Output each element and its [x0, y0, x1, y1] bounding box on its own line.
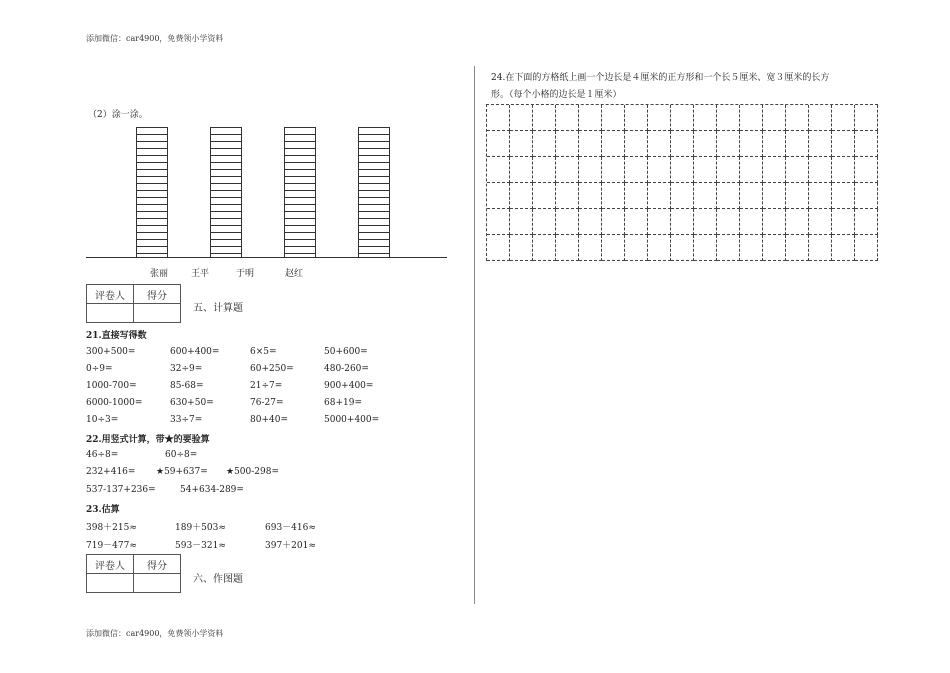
problem: 397＋201≈ — [265, 541, 316, 551]
bar-label: 赵红 — [285, 269, 304, 279]
grid-cell — [510, 183, 533, 209]
grid-cell — [694, 131, 717, 157]
chart-baseline — [86, 257, 447, 258]
score-table — [86, 284, 181, 323]
bar-column-2 — [210, 127, 242, 257]
grid-cell — [648, 131, 671, 157]
grid-cell — [855, 157, 878, 183]
grid-cell — [671, 157, 694, 183]
grid-cell — [740, 235, 763, 261]
grid-cell — [556, 209, 579, 235]
problem: 60÷8= — [165, 450, 198, 460]
grid-cell — [625, 131, 648, 157]
problem: 50+600= — [324, 347, 368, 357]
grid-cell — [786, 235, 809, 261]
reviewer-header: 评卷人 — [87, 555, 134, 574]
grid-cell — [579, 157, 602, 183]
grid-cell — [809, 131, 832, 157]
problem: 21÷7= — [250, 381, 283, 391]
grid-cell — [694, 105, 717, 131]
problem: 719－477≈ — [86, 541, 137, 551]
grid-cell — [740, 157, 763, 183]
problem: 46÷8= — [86, 450, 119, 460]
bar-label: 张丽 — [150, 269, 169, 279]
score-cell — [134, 574, 181, 593]
problem: 32÷9= — [170, 364, 203, 374]
grid-cell — [763, 235, 786, 261]
grid-cell — [717, 235, 740, 261]
bar-label: 王平 — [191, 269, 210, 279]
grid-cell — [510, 131, 533, 157]
problem: 80+40= — [250, 415, 288, 425]
grid-cell — [786, 183, 809, 209]
grid-cell — [556, 235, 579, 261]
problem: 537-137+236= — [86, 485, 156, 495]
reviewer-cell — [87, 304, 134, 323]
grid-cell — [717, 131, 740, 157]
grid-cell — [740, 131, 763, 157]
problem: 232+416= — [86, 467, 136, 477]
grid-cell — [740, 183, 763, 209]
grid-cell — [740, 105, 763, 131]
reviewer-header: 评卷人 — [87, 285, 134, 304]
grid-cell — [786, 131, 809, 157]
grid-cell — [533, 157, 556, 183]
grid-cell — [671, 183, 694, 209]
problem: 33÷7= — [170, 415, 203, 425]
grid-cell — [809, 183, 832, 209]
problem: 630+50= — [170, 398, 214, 408]
section-title: 六、作图题 — [193, 574, 243, 585]
grid-cell — [694, 183, 717, 209]
question-title: 23.估算 — [86, 505, 120, 515]
grid-cell — [809, 157, 832, 183]
problem: 68+19= — [324, 398, 362, 408]
grid-cell — [510, 157, 533, 183]
grid-cell — [763, 183, 786, 209]
grid-cell — [832, 105, 855, 131]
grid-cell — [487, 209, 510, 235]
grid-cell — [717, 209, 740, 235]
grid-cell — [556, 157, 579, 183]
question-text: 形。（每个小格的边长是１厘米） — [491, 90, 622, 100]
grid-cell — [717, 157, 740, 183]
question-title: 22.用竖式计算，带★的要验算 — [86, 435, 210, 445]
grid-cell — [625, 157, 648, 183]
problem: 900+400= — [324, 381, 374, 391]
grid-cell — [487, 235, 510, 261]
grid-cell — [671, 105, 694, 131]
problem: 189＋503≈ — [175, 523, 226, 533]
problem: 600+400= — [170, 347, 220, 357]
grid-cell — [786, 157, 809, 183]
problem: 54+634-289= — [180, 485, 244, 495]
grid-cell — [809, 105, 832, 131]
grid-cell — [648, 183, 671, 209]
column-divider — [474, 66, 475, 604]
grid-cell — [579, 235, 602, 261]
question-title: 21.直接写得数 — [86, 331, 147, 341]
grid-cell — [717, 183, 740, 209]
problem: 10÷3= — [86, 415, 119, 425]
problem: 0÷9= — [86, 364, 113, 374]
grid-cell — [556, 183, 579, 209]
grid-cell — [671, 235, 694, 261]
problem: ★59+637= — [156, 467, 208, 477]
page-footer: 添加微信：car4900，免费领小学资料 — [86, 629, 224, 638]
grid-cell — [648, 209, 671, 235]
score-header: 得分 — [134, 555, 181, 574]
grid-cell — [556, 105, 579, 131]
grid-cell — [694, 209, 717, 235]
grid-cell — [763, 131, 786, 157]
bar-column-4 — [358, 127, 390, 257]
problem: 593－321≈ — [175, 541, 226, 551]
grid-cell — [694, 235, 717, 261]
problem: 6000-1000= — [86, 398, 143, 408]
problem: 480-260= — [324, 364, 369, 374]
grid-cell — [763, 157, 786, 183]
grid-cell — [763, 105, 786, 131]
grid-cell — [740, 209, 763, 235]
grid-cell — [510, 209, 533, 235]
grid-cell — [855, 183, 878, 209]
grid-cell — [648, 157, 671, 183]
grid-cell — [602, 131, 625, 157]
grid-cell — [786, 105, 809, 131]
bar-column-1 — [136, 127, 168, 257]
score-table — [86, 554, 181, 593]
grid-cell — [832, 157, 855, 183]
page-header: 添加微信：car4900，免费领小学资料 — [86, 34, 224, 43]
grid-cell — [832, 209, 855, 235]
grid-cell — [533, 235, 556, 261]
grid-cell — [487, 157, 510, 183]
problem: 60+250= — [250, 364, 294, 374]
bar-label: 于明 — [236, 269, 255, 279]
grid-cell — [855, 209, 878, 235]
grid-cell — [602, 235, 625, 261]
problem: ★500-298= — [226, 467, 280, 477]
grid-cell — [579, 105, 602, 131]
grid-cell — [625, 183, 648, 209]
grid-cell — [556, 131, 579, 157]
grid-cell — [579, 209, 602, 235]
grid-cell — [694, 157, 717, 183]
grid-cell — [763, 209, 786, 235]
grid-cell — [809, 209, 832, 235]
problem: 398＋215≈ — [86, 523, 137, 533]
problem: 85-68= — [170, 381, 204, 391]
grid-cell — [832, 183, 855, 209]
problem: 6×5= — [250, 347, 277, 357]
grid-cell — [625, 209, 648, 235]
grid-cell — [625, 235, 648, 261]
grid-cell — [579, 183, 602, 209]
paint-instruction: （2）涂一涂。 — [88, 110, 148, 120]
grid-cell — [832, 235, 855, 261]
score-cell — [134, 304, 181, 323]
problem: 693－416≈ — [265, 523, 316, 533]
square-grid — [486, 104, 878, 261]
grid-cell — [671, 131, 694, 157]
score-header: 得分 — [134, 285, 181, 304]
grid-cell — [602, 183, 625, 209]
grid-cell — [533, 183, 556, 209]
problem: 5000+400= — [324, 415, 380, 425]
grid-cell — [533, 131, 556, 157]
grid-cell — [510, 105, 533, 131]
grid-cell — [533, 105, 556, 131]
reviewer-cell — [87, 574, 134, 593]
grid-cell — [671, 209, 694, 235]
grid-cell — [855, 105, 878, 131]
grid-cell — [625, 105, 648, 131]
grid-cell — [510, 235, 533, 261]
problem: 76-27= — [250, 398, 284, 408]
grid-cell — [602, 157, 625, 183]
grid-cell — [855, 131, 878, 157]
grid-cell — [487, 105, 510, 131]
grid-cell — [533, 209, 556, 235]
grid-cell — [487, 131, 510, 157]
grid-cell — [855, 235, 878, 261]
section-title: 五、计算题 — [193, 303, 243, 314]
grid-cell — [809, 235, 832, 261]
problem: 300+500= — [86, 347, 136, 357]
question-text: 24.在下面的方格纸上画一个边长是４厘米的正方形和一个长５厘米、宽３厘米的长方 — [491, 73, 830, 83]
grid-cell — [648, 235, 671, 261]
problem: 1000-700= — [86, 381, 137, 391]
grid-cell — [579, 131, 602, 157]
grid-cell — [832, 131, 855, 157]
grid-cell — [487, 183, 510, 209]
grid-cell — [602, 105, 625, 131]
grid-cell — [786, 209, 809, 235]
grid-cell — [602, 209, 625, 235]
grid-cell — [648, 105, 671, 131]
bar-column-3 — [284, 127, 316, 257]
grid-cell — [717, 105, 740, 131]
